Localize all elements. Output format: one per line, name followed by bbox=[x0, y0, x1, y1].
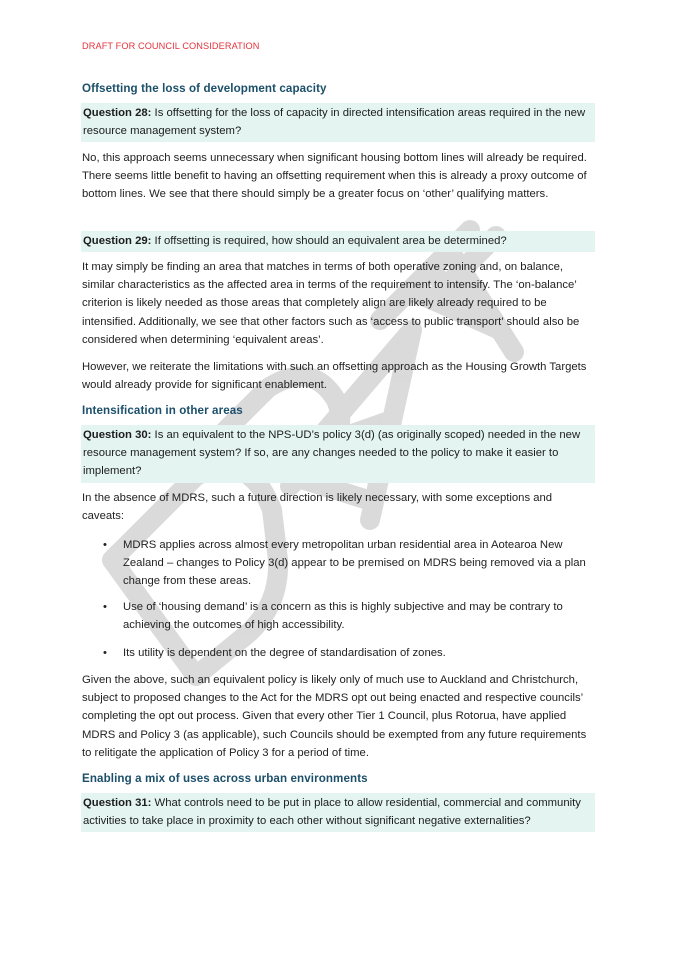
bullet-text: Use of ‘housing demand’ is a concern as this is highly subjective and may be contrary to achieving the outcomes of high accessibility. bbox=[123, 601, 563, 632]
draft-header-label: DRAFT FOR COUNCIL CONSIDERATION bbox=[82, 41, 260, 51]
section-heading-intensification: Intensification in other areas bbox=[82, 404, 243, 417]
bullet-icon: • bbox=[103, 601, 107, 613]
question-label: Question 29: bbox=[83, 235, 152, 247]
question-label: Question 31: bbox=[83, 797, 152, 809]
question-label: Question 30: bbox=[83, 429, 152, 441]
paragraph-q30-intro: In the absence of MDRS, such a future direction is likely necessary, with some exceptions and caveats: bbox=[82, 492, 553, 523]
paragraph-q29-answer: It may simply be finding an area that matches in terms of both operative zoning and, on balance, similar characteristics as the affected area in terms of the requirement to intensify. The ‘on-balance’ criterion is likely needed as those areas that completely align are likely already required to be intensified. Additionally, we see that other factors such as ‘access to public transport’ should also be considered when determining ‘equivalent areas’. bbox=[82, 261, 580, 346]
bullet-icon: • bbox=[103, 539, 107, 551]
question-30-box bbox=[81, 425, 595, 483]
paragraph-q30-conclusion: Given the above, such an equivalent policy is likely only of much use to Auckland and Christchurch, subject to proposed changes to the Act for the MDRS opt out being enacted and respective councils’ completing the opt out process. Given that every other Tier 1 Council, plus Rotorua, have applied MDRS and Policy 3 (as applicable), such Councils should be exempted from any future requirements to relitigate the application of Policy 3 for a period of time. bbox=[82, 674, 587, 759]
bullet-icon: • bbox=[103, 647, 107, 659]
question-label: Question 28: bbox=[83, 107, 152, 119]
bullet-item bbox=[82, 536, 597, 591]
bullet-text: Its utility is dependent on the degree of standardisation of zones. bbox=[123, 647, 446, 659]
paragraph-q29-reiterate: However, we reiterate the limitations with such an offsetting approach as the Housing Growth Targets would already provide for significant enablement. bbox=[82, 361, 587, 392]
question-text: Is offsetting for the loss of capacity in directed intensification areas required in the new resource management system? bbox=[83, 107, 586, 138]
question-text: Is an equivalent to the NPS-UD’s policy 3(d) (as originally scoped) needed in the new resource management system? If so, are any changes needed to the policy to make it easier to implement? bbox=[83, 429, 581, 478]
bullet-text: MDRS applies across almost every metropolitan urban residential area in Aotearoa New Zealand – changes to Policy 3(d) appear to be premised on MDRS being removed via a plan change from these areas. bbox=[123, 539, 586, 588]
paragraph-q28-answer: No, this approach seems unnecessary when significant housing bottom lines will already be required. There seems little benefit to having an offsetting requirement when this is already a proxy outcome of bottom lines. We see that there should simply be a greater focus on ‘other’ qualifying matters. bbox=[82, 152, 587, 201]
question-31-box bbox=[81, 793, 595, 832]
question-29-box bbox=[81, 231, 595, 252]
bullet-item bbox=[82, 598, 597, 634]
bullet-item bbox=[82, 644, 597, 662]
question-text: What controls need to be put in place to allow residential, commercial and community activities to take place in proximity to each other without significant negative externalities? bbox=[83, 797, 581, 828]
question-text: If offsetting is required, how should an equivalent area be determined? bbox=[151, 235, 507, 247]
section-heading-mixed-uses: Enabling a mix of uses across urban environments bbox=[82, 772, 368, 785]
question-28-box bbox=[81, 103, 595, 142]
section-heading-offsetting: Offsetting the loss of development capacity bbox=[82, 82, 327, 95]
